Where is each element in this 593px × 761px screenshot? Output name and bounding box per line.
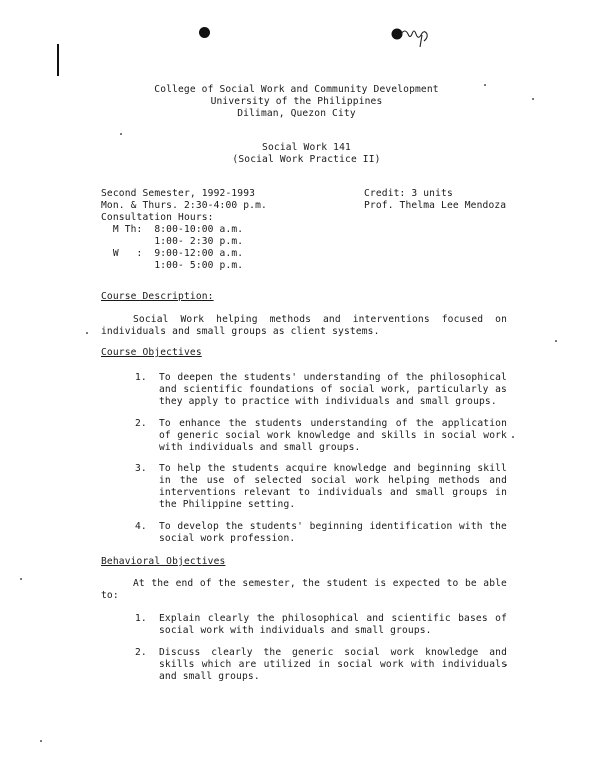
consultation-row: 1:00- 2:30 p.m. xyxy=(101,236,244,247)
objective-number: 3. xyxy=(135,463,147,474)
objective-number: 2. xyxy=(135,418,147,429)
objective-text: To deepen the students' understanding of the philosophical and scientific foundations of social work, particularly as they apply to practice with individuals and small groups. xyxy=(159,372,507,407)
schedule: Mon. & Thurs. 2:30-4:00 p.m. xyxy=(101,200,267,211)
semester: Second Semester, 1992-1993 xyxy=(101,188,256,199)
behavioral-text: Explain clearly the philosophical and scientific bases of social work with individuals and small groups. xyxy=(159,613,507,636)
behavioral-number: 2. xyxy=(135,647,147,658)
behavioral-intro: At the end of the semester, the student is expected to be able to: xyxy=(101,578,507,601)
behavioral-objectives-heading: Behavioral Objectives xyxy=(101,556,226,567)
consultation-row: W : 9:00-12:00 a.m. xyxy=(101,248,244,259)
course-objectives-heading: Course Objectives xyxy=(101,347,202,358)
university-name: University of the Philippines xyxy=(210,96,383,107)
margin-bar-mark xyxy=(57,44,59,76)
handwritten-annotation xyxy=(388,22,438,52)
behavioral-text: Discuss clearly the generic social work knowledge and skills which are utilized in social work with individuals and small groups. xyxy=(159,647,507,682)
professor: Prof. Thelma Lee Mendoza xyxy=(364,200,507,211)
scan-speck xyxy=(555,340,557,342)
objective-text: To enhance the students understanding of the application of generic social work knowledge and skills in social work with individuals and small groups. xyxy=(159,418,507,453)
course-description-text: Social Work helping methods and interventions focused on individuals and small groups as client systems. xyxy=(101,314,507,337)
behavioral-number: 1. xyxy=(135,613,147,624)
scan-speck xyxy=(40,740,42,742)
consultation-row: M Th: 8:00-10:00 a.m. xyxy=(101,224,244,235)
course-title: (Social Work Practice II) xyxy=(232,154,381,165)
scan-speck xyxy=(20,578,22,580)
credit: Credit: 3 units xyxy=(364,188,453,199)
objective-number: 4. xyxy=(135,521,147,532)
location: Diliman, Quezon City xyxy=(237,108,356,119)
scan-speck xyxy=(120,133,122,135)
objective-text: To help the students acquire knowledge and beginning skill in the use of selected social work helping methods and interventions relevant to individuals and small groups in the Philippine setting. xyxy=(159,463,507,510)
scan-speck xyxy=(512,436,514,438)
college-name: College of Social Work and Community Development xyxy=(154,84,439,95)
course-code: Social Work 141 xyxy=(262,142,351,153)
course-description-heading: Course Description: xyxy=(101,291,214,302)
objective-text: To develop the students' beginning identification with the social work profession. xyxy=(159,521,507,544)
consultation-label: Consultation Hours: xyxy=(101,212,214,223)
objective-number: 1. xyxy=(135,372,147,383)
consultation-row: 1:00- 5:00 p.m. xyxy=(101,260,244,271)
punch-hole-mark xyxy=(199,27,210,38)
scan-speck xyxy=(86,332,88,334)
